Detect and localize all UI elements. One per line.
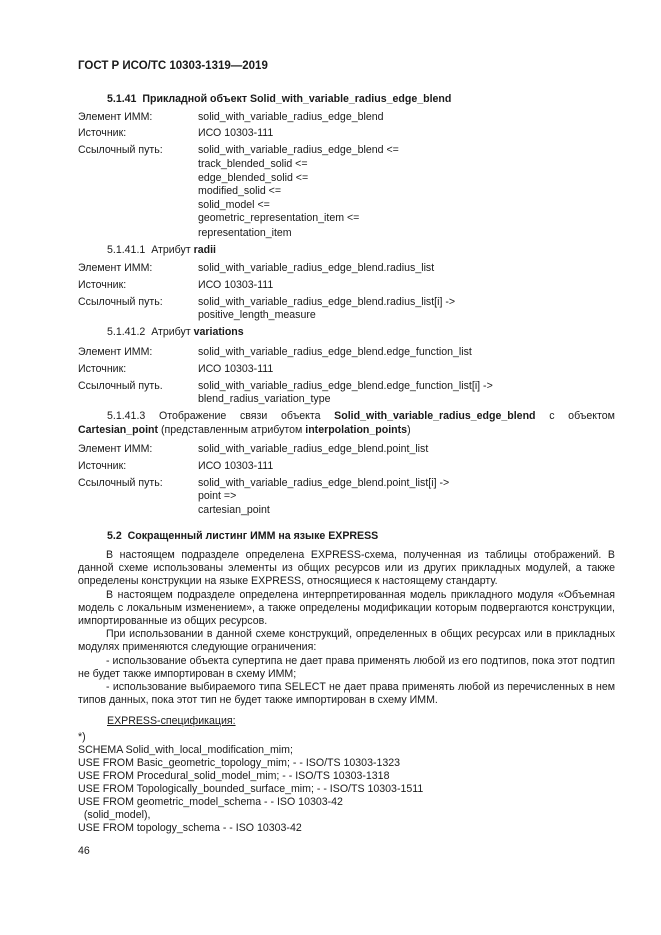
code-line: SCHEMA Solid_with_local_modification_mim;	[78, 744, 293, 756]
row-value: solid_with_variable_radius_edge_blend <=	[198, 144, 399, 156]
mapping-row	[78, 296, 621, 310]
section-title-name: radii	[193, 244, 216, 256]
row-label: Элемент ИММ:	[78, 111, 153, 123]
mapping-row	[78, 443, 621, 457]
section-title-prefix: Атрибут	[151, 244, 191, 256]
section-5-1-41-3-title	[107, 410, 615, 423]
row-label: Ссылочный путь:	[78, 296, 163, 308]
document-header: ГОСТ Р ИСО/ТС 10303-1319—2019	[78, 60, 268, 72]
code-line: USE FROM geometric_model_schema - - ISO 10303-42	[78, 796, 343, 808]
path-continuation: positive_length_measure	[198, 309, 316, 321]
mapping-row	[78, 262, 621, 276]
section-5-1-41-1-title	[107, 244, 216, 257]
mapping-row	[78, 111, 621, 125]
target-entity-name: Cartesian_point	[78, 424, 159, 436]
row-value: ИСО 10303-111	[198, 127, 274, 139]
section-title-prefix: Атрибут	[151, 326, 191, 338]
section-5-2-title	[107, 530, 378, 543]
section-title: Сокращенный листинг ИММ на языке EXPRESS	[127, 530, 379, 542]
attribute-name: interpolation_points	[305, 424, 408, 436]
row-value: ИСО 10303-111	[198, 460, 274, 472]
list-item: - использование выбираемого типа SELECT не дает права применять любой из перечисленных в нем типов данных, пока этот тип не будет также импортирован в схему ИММ.	[78, 681, 615, 707]
path-continuation: point =>	[198, 490, 237, 502]
section-number: 5.1.41.1	[107, 244, 146, 256]
path-continuation: representation_item	[198, 227, 292, 239]
section-5-1-41-title	[107, 93, 451, 106]
path-continuation: modified_solid <=	[198, 185, 282, 197]
row-label: Ссылочный путь:	[78, 477, 163, 489]
paragraph: При использовании в данной схеме конструкций, определенных в общих ресурсах или в прикладных модулях применяются следующие ограничения:	[78, 628, 615, 654]
row-value: ИСО 10303-111	[198, 279, 274, 291]
section-number: 5.2	[107, 530, 122, 542]
mapping-row	[78, 363, 621, 377]
code-line: USE FROM Topologically_bounded_surface_mim; - - ISO/TS 10303-1511	[78, 783, 424, 795]
code-line: (solid_model),	[78, 809, 151, 821]
section-title-name: Solid_with_variable_radius_edge_blend	[250, 93, 452, 105]
row-label: Источник:	[78, 460, 127, 472]
title-word: Отображение	[158, 410, 227, 422]
code-line: USE FROM Procedural_solid_model_mim; - - ISO/TS 10303-1318	[78, 770, 390, 782]
row-label: Ссылочный путь:	[78, 144, 163, 156]
section-title-name: variations	[193, 326, 244, 338]
title-word: связи	[240, 410, 268, 422]
section-number: 5.1.41.3	[107, 410, 146, 422]
code-line: USE FROM Basic_geometric_topology_mim; - - ISO/TS 10303-1323	[78, 757, 401, 769]
row-label: Источник:	[78, 127, 127, 139]
paragraph: В настоящем подразделе определена интерпретированная модель прикладного модуля «Объемная модель с локальным изменением», а также определены модификации которым подвергаются конструкции, импортированные из общих ресурсов.	[78, 588, 615, 628]
section-5-1-41-2-title	[107, 326, 244, 339]
title-word: с	[549, 410, 555, 422]
title-text: (представленным атрибутом	[161, 424, 303, 436]
mapping-row	[78, 346, 621, 360]
paragraph: В настоящем подразделе определена EXPRESS-схема, полученная из таблицы отображений. В данной схеме использованы элементы из общих ресурсов или из других прикладных модулей, а также определены конструкции на языке EXPRESS, относящиеся к настоящему стандарту.	[78, 549, 615, 588]
body-text	[78, 549, 615, 707]
path-continuation: geometric_representation_item <=	[198, 212, 360, 224]
section-title-prefix: Прикладной объект	[142, 93, 248, 105]
page-number: 46	[78, 845, 90, 857]
path-continuation: track_blended_solid <=	[198, 158, 308, 170]
section-number: 5.1.41	[107, 93, 137, 105]
code-line: *)	[78, 731, 86, 743]
mapping-row	[78, 477, 621, 491]
path-continuation: edge_blended_solid <=	[198, 172, 309, 184]
mapping-row	[78, 380, 621, 394]
row-value: solid_with_variable_radius_edge_blend.point_list	[198, 443, 429, 455]
row-value: solid_with_variable_radius_edge_blend.edge_function_list	[198, 346, 472, 358]
row-value: solid_with_variable_radius_edge_blend.radius_list	[198, 262, 435, 274]
row-value: solid_with_variable_radius_edge_blend.edge_function_list[i] ->	[198, 380, 493, 392]
path-continuation: solid_model <=	[198, 199, 270, 211]
section-title-name: Solid_with_variable_radius_edge_blend	[334, 410, 536, 422]
list-item: - использование объекта супертипа не дает права применять любой из его подтипов, пока этот подтип не будет также импортирован в схему ИММ;	[78, 654, 615, 680]
express-spec-label: EXPRESS-спецификация:	[107, 715, 236, 727]
row-value: ИСО 10303-111	[198, 363, 274, 375]
code-line: USE FROM topology_schema - - ISO 10303-42	[78, 822, 302, 834]
path-continuation: blend_radius_variation_type	[198, 393, 331, 405]
row-label: Элемент ИММ:	[78, 262, 153, 274]
row-value: solid_with_variable_radius_edge_blend.radius_list[i] ->	[198, 296, 456, 308]
mapping-row	[78, 279, 621, 293]
mapping-row	[78, 460, 621, 474]
row-label: Элемент ИММ:	[78, 346, 153, 358]
section-5-1-41-3-title-cont	[78, 424, 411, 437]
mapping-row	[78, 144, 621, 158]
section-number: 5.1.41.2	[107, 326, 146, 338]
title-text: )	[407, 424, 411, 436]
row-value: solid_with_variable_radius_edge_blend	[198, 111, 384, 123]
row-value: solid_with_variable_radius_edge_blend.point_list[i] ->	[198, 477, 450, 489]
row-label: Источник:	[78, 279, 127, 291]
title-word: объектом	[568, 410, 615, 422]
path-continuation: cartesian_point	[198, 504, 270, 516]
mapping-row	[78, 127, 621, 141]
row-label: Источник:	[78, 363, 127, 375]
row-label: Ссылочный путь.	[78, 380, 163, 392]
row-label: Элемент ИММ:	[78, 443, 153, 455]
title-word: объекта	[281, 410, 321, 422]
